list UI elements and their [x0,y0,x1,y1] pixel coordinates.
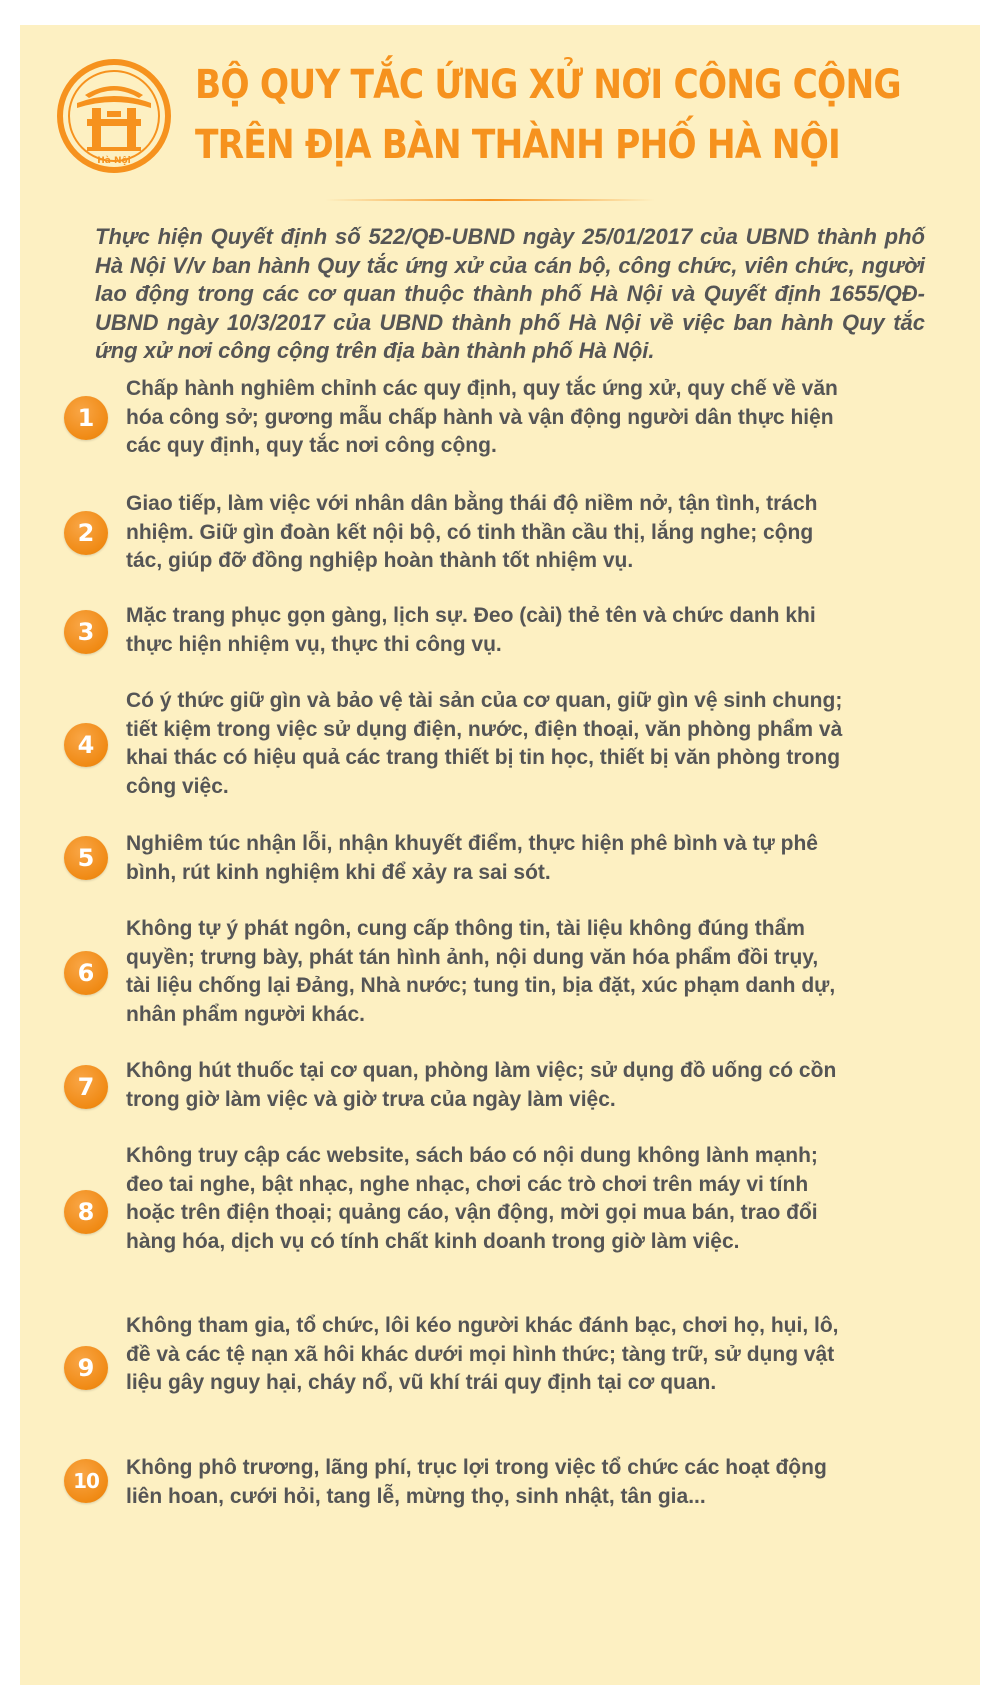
rule-text: Không hút thuốc tại cơ quan, phòng làm việc; sử dụng đồ uống có cồn trong giờ làm việc và giờ trưa của ngày làm việc. [126,1059,837,1111]
poster [20,25,980,1685]
rule-number-badge: 8 [64,1190,108,1234]
intro-paragraph: Thực hiện Quyết định số 522/QĐ-UBND ngày 25/01/2017 của UBND thành phố Hà Nội V/v ban hành Quy tắc ứng xử của cán bộ, công chức, viên chức, người lao động trong các cơ quan thuộc thành phố Hà Nội và Quyết định 1655/QĐ-UBND ngày 10/3/2017 của UBND thành phố Hà Nội về việc ban hành Quy tắc ứng xử nơi công cộng trên địa bàn thành phố Hà Nội. [95,224,925,363]
title-line-1: BỘ QUY TẮC ỨNG XỬ NƠI CÔNG CỘNG [195,62,901,108]
rule-text: Chấp hành nghiêm chỉnh các quy định, quy tắc ứng xử, quy chế về văn hóa công sở; gương mẫu chấp hành và vận động người dân thực hiện các quy định, quy tắc nơi công cộng. [126,377,838,457]
rule-number-badge: 3 [64,610,108,654]
rule-text: Không tự ý phát ngôn, cung cấp thông tin, tài liệu không đúng thẩm quyền; trưng bày, phát tán hình ảnh, nội dung văn hóa phẩm đồi trụy, tài liệu chống lại Đảng, Nhà nước; tung tin, bịa đặt, xúc phạm danh dự, nhân phẩm người khác. [126,917,836,1026]
rule-number-badge: 7 [64,1065,108,1109]
rule-number-badge: 2 [64,511,108,555]
rule-text: Không phô trương, lãng phí, trục lợi trong việc tổ chức các hoạt động liên hoan, cưới hỏi, tang lễ, mừng thọ, sinh nhật, tân gia... [126,1456,827,1508]
rule-text: Giao tiếp, làm việc với nhân dân bằng thái độ niềm nở, tận tình, trách nhiệm. Giữ gìn đoàn kết nội bộ, có tinh thần cầu thị, lắng nghe; cộng tác, giúp đỡ đồng nghiệp hoàn thành tốt nhiệm vụ. [126,492,818,572]
rule-number-badge: 4 [64,723,108,767]
rule-list [20,25,980,1685]
rule-number-badge: 10 [64,1459,108,1503]
rule-text: Có ý thức giữ gìn và bảo vệ tài sản của cơ quan, giữ gìn vệ sinh chung; tiết kiệm trong việc sử dụng điện, nước, điện thoại, văn phòng phẩm và khai thác có hiệu quả các trang thiết bị tin học, thiết bị văn phòng trong công việc. [126,689,843,798]
title-line-2: TRÊN ĐỊA BÀN THÀNH PHỐ HÀ NỘI [195,122,840,168]
logo-text: Hà Nội [97,156,131,166]
rule-number-badge: 5 [64,836,108,880]
rule-text: Mặc trang phục gọn gàng, lịch sự. Đeo (cài) thẻ tên và chức danh khi thực hiện nhiệm vụ, thực thi công vụ. [126,604,816,656]
rule-text: Nghiêm túc nhận lỗi, nhận khuyết điểm, thực hiện phê bình và tự phê bình, rút kinh nghiệm khi để xảy ra sai sót. [126,832,818,884]
rule-number-badge: 1 [64,396,108,440]
rule-text: Không tham gia, tổ chức, lôi kéo người khác đánh bạc, chơi họ, hụi, lô, đề và các tệ nạn xã hôi khác dưới mọi hình thức; tàng trữ, sử dụng vật liệu gây nguy hại, cháy nổ, vũ khí trái quy định tại cơ quan. [126,1314,839,1394]
rule-number-badge: 6 [64,951,108,995]
rule-text: Không truy cập các website, sách báo có nội dung không lành mạnh; đeo tai nghe, bật nhạc, nghe nhạc, chơi các trò chơi trên máy vi tính hoặc trên điện thoại; quảng cáo, vận động, mời gọi mua bán, trao đổi hàng hóa, dịch vụ có tính chất kinh doanh trong giờ làm việc. [126,1144,818,1253]
rule-number-badge: 9 [64,1346,108,1390]
